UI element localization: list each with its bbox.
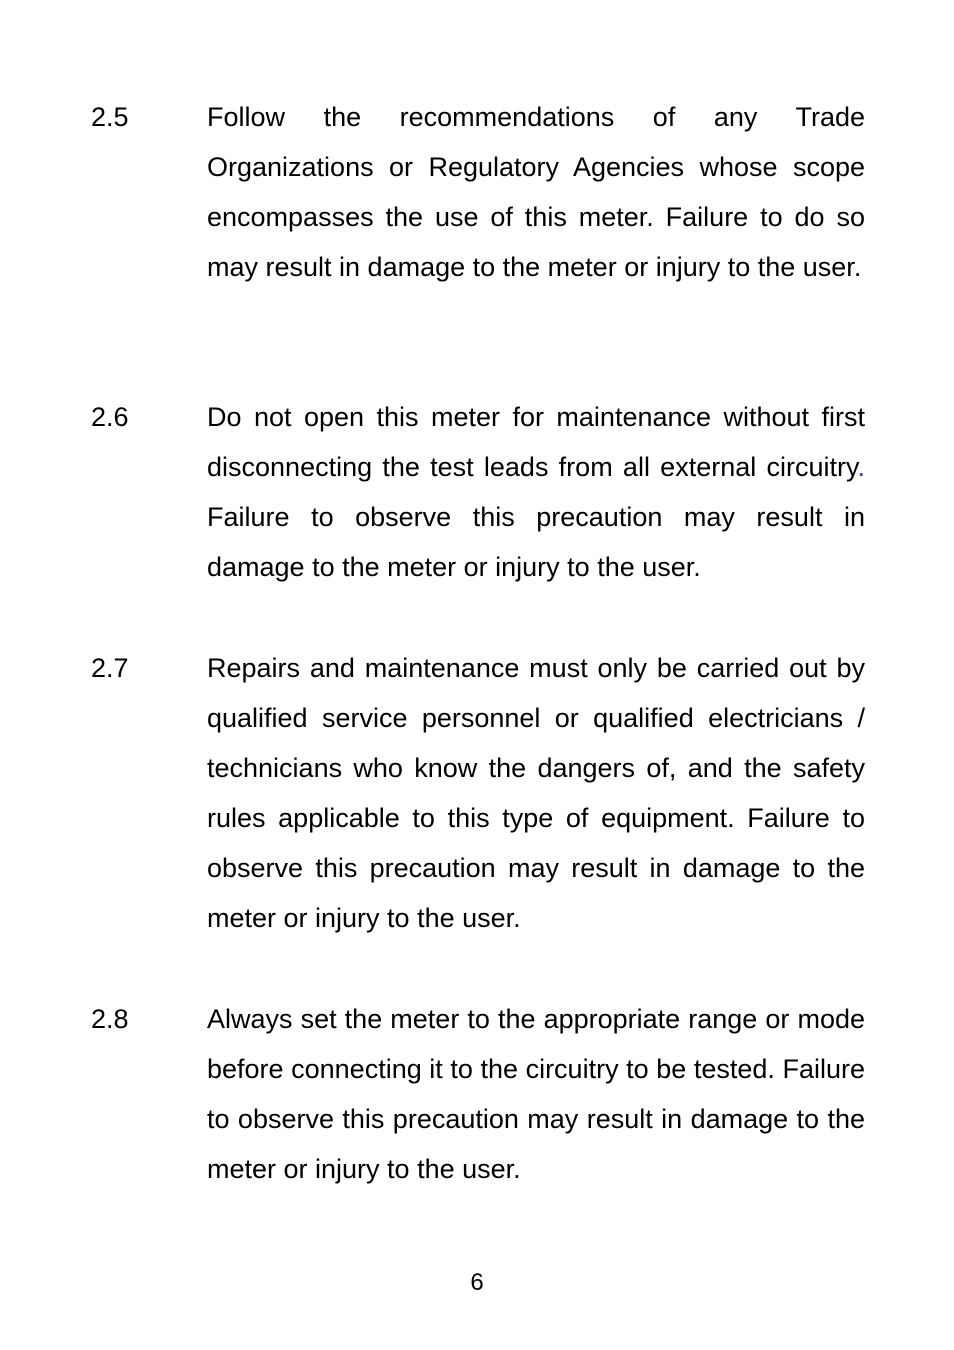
section-paragraph (207, 392, 865, 592)
highlighted-period: . (857, 452, 865, 482)
section-paragraph: Repairs and maintenance must only be carried out by qualified service personnel or qualified electricians / technicians who know the dangers of, and the safety rules applicable to this type of equipment. Failure to observe this precaution may result in damage to the meter or injury to the user. (207, 653, 865, 933)
section-number: 2.8 (91, 1004, 129, 1034)
paragraph-text-part: Failure to observe this precaution may result in damage to the meter or injury to the user. (207, 502, 865, 582)
section-number: 2.5 (91, 102, 129, 132)
section-paragraph: Follow the recommendations of any Trade Organizations or Regulatory Agencies whose scope encompasses the use of this meter. Failure to do so may result in damage to the meter or injury to the user. (207, 102, 865, 282)
page-number: 6 (470, 1269, 484, 1296)
section-number: 2.7 (91, 653, 129, 683)
paragraph-text-part: Do not open this meter for maintenance without first disconnecting the test leads from all external circuitry (207, 402, 865, 482)
section-number: 2.6 (91, 402, 129, 432)
section-paragraph: Always set the meter to the appropriate range or mode before connecting it to the circuitry to be tested. Failure to observe this precaution may result in damage to the meter or injury to the user. (207, 1004, 865, 1184)
